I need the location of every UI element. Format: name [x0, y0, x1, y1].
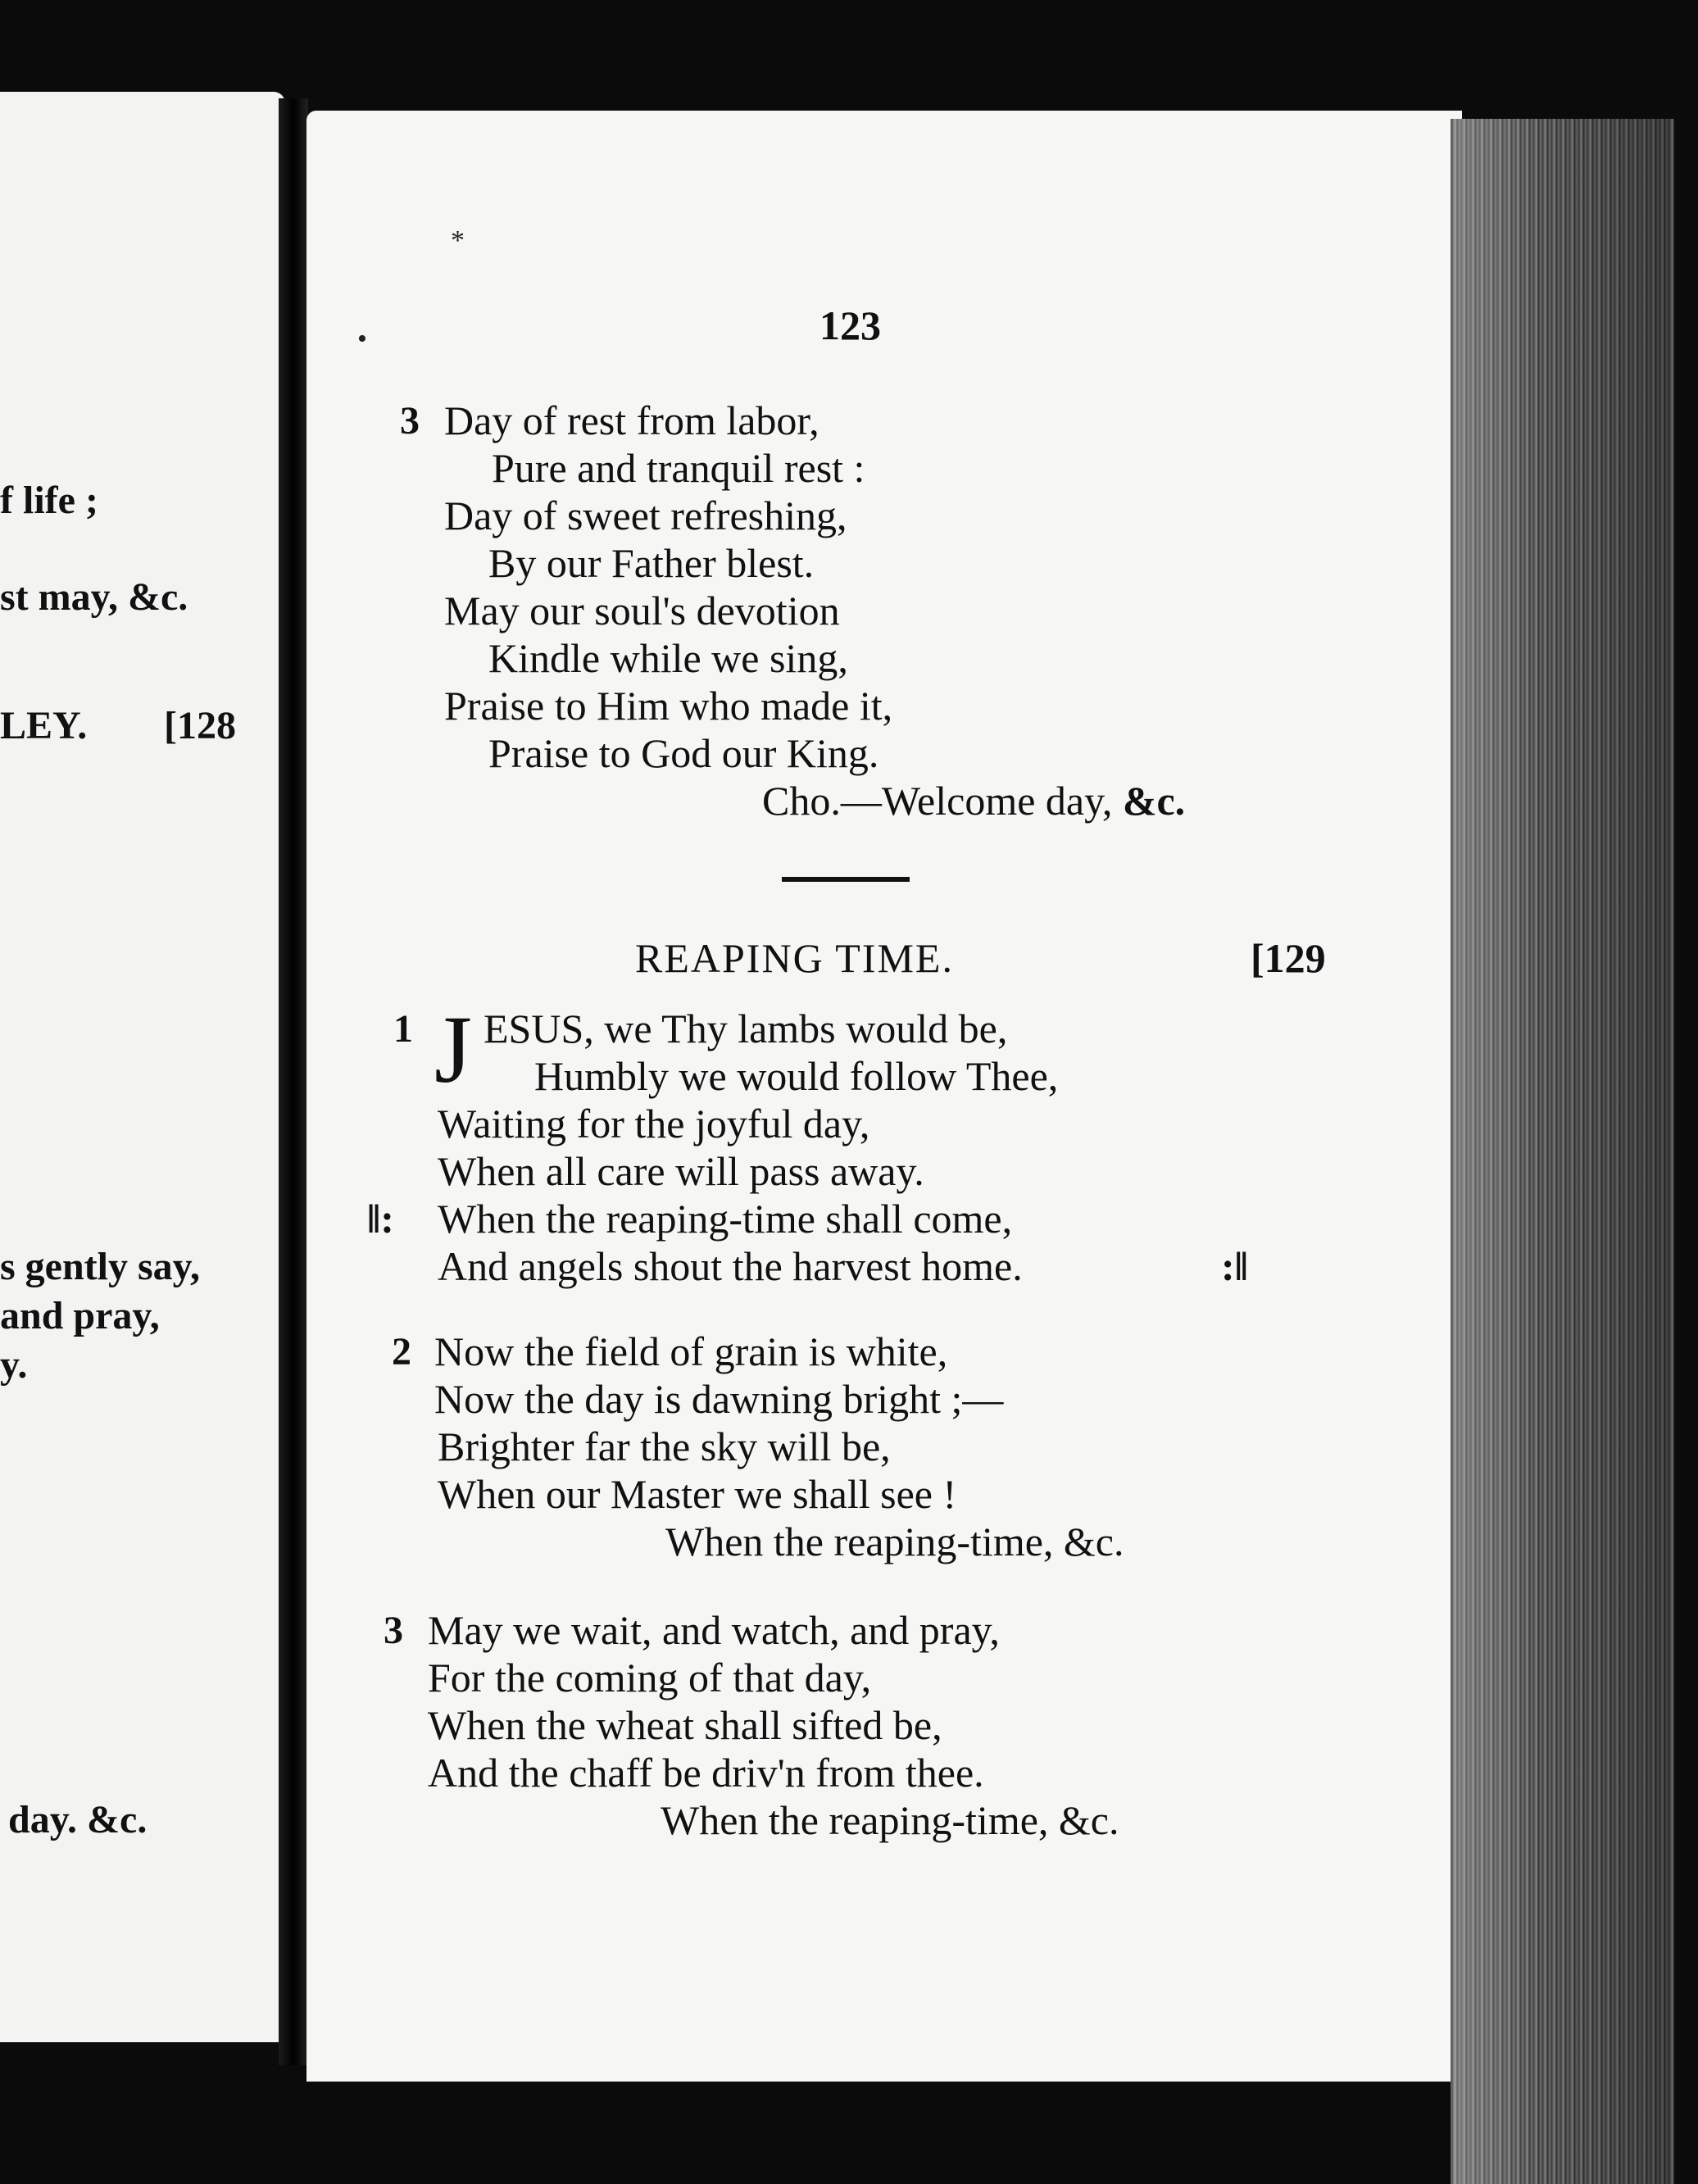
- verse-line: When the wheat shall sifted be,: [428, 1702, 942, 1748]
- section-divider: [782, 877, 910, 882]
- chorus-etc: &c.: [1122, 778, 1186, 824]
- verse-line: When the reaping-time, &c.: [661, 1797, 1119, 1843]
- book-spine: [279, 98, 308, 2065]
- left-page-line: and pray,: [0, 1294, 160, 1337]
- verse-line: Day of rest from labor,: [444, 397, 819, 443]
- left-page-line: f life ;: [0, 479, 98, 522]
- verse-line: When the reaping-time shall come,: [438, 1196, 1013, 1242]
- verse-line: Praise to Him who made it,: [444, 683, 893, 729]
- left-page-line: LEY.: [0, 704, 88, 747]
- ink-speck-mark: *: [451, 225, 465, 256]
- verse-line: For the coming of that day,: [428, 1655, 872, 1700]
- page-number: 123: [819, 302, 881, 348]
- left-page-line: [128: [164, 704, 236, 747]
- verse-number: 3: [384, 1609, 403, 1652]
- verse-line: Kindle while we sing,: [488, 635, 848, 681]
- verse-line: By our Father blest.: [488, 540, 815, 586]
- verse-line: Now the field of grain is white,: [434, 1328, 948, 1374]
- verse-number: 2: [392, 1330, 411, 1374]
- left-page-line: s gently say,: [0, 1245, 201, 1288]
- verse-line: Pure and tranquil rest :: [492, 445, 865, 491]
- page-edges-shade: [1451, 119, 1672, 2184]
- verse-line: When our Master we shall see !: [438, 1471, 957, 1517]
- ink-speck-mark: •: [357, 324, 367, 354]
- repeat-start-sign: ‖:: [367, 1196, 394, 1242]
- left-page-line: y.: [0, 1343, 28, 1387]
- verse-number: 1: [393, 1007, 413, 1051]
- chorus-prefix: Cho.—Welcome day,: [762, 778, 1123, 824]
- verse-number: 3: [400, 399, 420, 443]
- chorus-line: [762, 777, 1185, 824]
- verse-line: ESUS, we Thy lambs would be,: [484, 1006, 1008, 1051]
- drop-cap: J: [434, 996, 472, 1103]
- left-page-line: st may, &c.: [0, 575, 188, 619]
- hymn-number: [129: [1251, 935, 1326, 981]
- verse-line: Day of sweet refreshing,: [444, 493, 847, 538]
- verse-line: May we wait, and watch, and pray,: [428, 1607, 1000, 1653]
- left-page-line: day. &c.: [8, 1798, 148, 1841]
- verse-line: When all care will pass away.: [438, 1148, 924, 1194]
- verse-line: When the reaping-time, &c.: [665, 1519, 1124, 1564]
- verse-line: May our soul's devotion: [444, 588, 840, 633]
- verse-line: Praise to God our King.: [488, 730, 879, 776]
- verse-line: Humbly we would follow Thee,: [534, 1053, 1059, 1099]
- verse-line: Waiting for the joyful day,: [438, 1101, 870, 1146]
- left-page: [0, 92, 285, 2042]
- verse-line: Now the day is dawning bright ;—: [434, 1376, 1004, 1422]
- repeat-end-sign: :‖: [1221, 1243, 1248, 1289]
- verse-line: And the chaff be driv'n from thee.: [428, 1750, 984, 1796]
- verse-line: And angels shout the harvest home.: [438, 1243, 1023, 1289]
- verse-line: Brighter far the sky will be,: [438, 1423, 891, 1469]
- hymn-title: REAPING TIME.: [635, 935, 954, 981]
